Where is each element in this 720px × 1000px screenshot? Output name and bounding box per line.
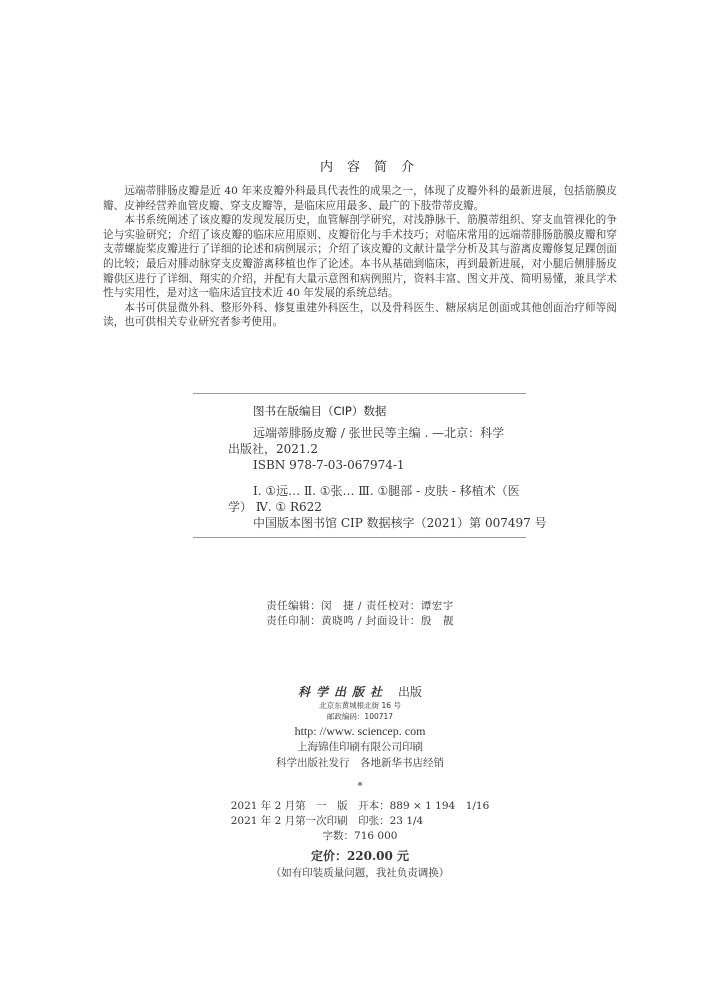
synopsis-body	[103, 184, 617, 330]
editor-credit: 责任编辑：闵 捷 / 责任校对：谭宏宇	[266, 600, 454, 612]
cip-record-number: 中国版本图书馆 CIP 数据核字（2021）第 007497 号	[253, 516, 547, 530]
cip-classification-line: Ⅰ. ①远… Ⅱ. ①张… Ⅲ. ①腿部 - 皮肤 - 移植术（医	[253, 484, 520, 498]
cip-classification-cont: 学） Ⅳ. ① R622	[228, 500, 322, 514]
colophon	[0, 684, 720, 881]
synopsis-paragraph: 远端蒂腓肠皮瓣是近 40 年来皮瓣外科最具代表性的成果之一，体现了皮瓣外科的最新进展，包括筋膜皮瓣、皮神经营养血管皮瓣、穿支皮瓣等，是临床应用最多、最广的下肢带蒂皮瓣。	[103, 185, 617, 212]
cip-heading: 图书在版编目（CIP）数据	[253, 404, 387, 418]
word-count: 字数：716 000	[322, 830, 398, 842]
publisher-address: 北京东黄城根北街 16 号	[319, 701, 401, 710]
printer: 上海锦佳印刷有限公司印刷	[297, 741, 423, 753]
cip-record	[228, 425, 547, 531]
cip-title-line: 远端蒂腓肠皮瓣 / 张世民等主编 . —北京：科学	[253, 426, 505, 440]
cip-publisher-line: 出版社，2021.2	[228, 442, 318, 456]
printing-line: 2021 年 2 月第一次印刷 印张：23 1/4	[230, 815, 424, 827]
synopsis-paragraph: 本书系统阐述了该皮瓣的发现发展历史，血管解剖学研究，对浅静脉干、筋膜蒂组织、穿支血管裸化的争论与实验研究；介绍了该皮瓣的临床应用原则、皮瓣衍化与手术技巧；对临床常用的远端蒂腓肠筋膜皮瓣和穿支蒂螺旋桨皮瓣进行了详细的论述和病例展示；介绍了该皮瓣的文献计量学分析及其与游离皮瓣修复足踝创面的比较；最后对腓动脉穿支皮瓣游离移植也作了论述。本书从基础到临床，再到最新进展，对小腿后侧腓肠皮瓣供区进行了详细、翔实的介绍，并配有大量示意图和病例照片，资料丰富、图文并茂、简明易懂，兼具学术性与实用性，是对这一临床适宜技术近 40 年发展的系统总结。	[103, 214, 617, 300]
production-credit: 责任印制：黄晓鸣 / 封面设计：殷 靓	[266, 615, 454, 627]
publisher-postcode: 邮政编码：100717	[326, 712, 394, 721]
staff-credits	[0, 599, 720, 629]
edition-line: 2021 年 2 月第 一 版 开本：889 × 1 194 1/16	[230, 800, 490, 812]
publisher-line	[0, 684, 720, 700]
publisher-url: http: //www. sciencep. com	[294, 724, 426, 738]
publisher-logo-name: 科学出版社	[297, 685, 388, 699]
cip-top-divider	[193, 393, 526, 394]
edition-info	[231, 799, 490, 829]
section-separator: *	[357, 781, 363, 792]
synopsis-paragraph: 本书可供显微外科、整形外科、修复重建外科医生，以及骨科医生、糖尿病足创面或其他创面治疗师等阅读，也可供相关专业研究者参考使用。	[103, 301, 617, 329]
cip-isbn: ISBN 978-7-03-067974-1	[253, 458, 405, 472]
publish-label: 出版	[398, 685, 423, 699]
quality-notice: （如有印装质量问题，我社负责调换）	[270, 867, 450, 879]
synopsis-title: 内容简介	[319, 160, 428, 175]
distribution: 科学出版社发行 各地新华书店经销	[276, 757, 444, 769]
cip-bottom-divider	[193, 537, 526, 538]
price: 定价：220.00 元	[310, 849, 410, 863]
